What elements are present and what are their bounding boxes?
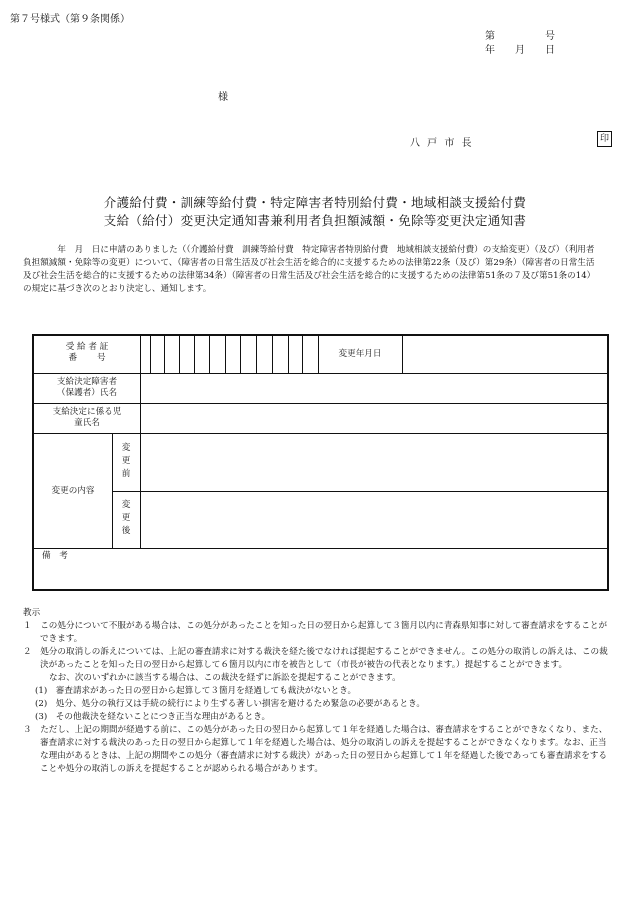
before-change-label (112, 442, 140, 481)
recipient-number-label-line2: 番 号 (68, 353, 106, 363)
document-number: 第 号 (485, 31, 555, 42)
document-title-line2: 支給（給付）変更決定通知書兼利用者負担額減額・免除等変更決定通知書 (103, 213, 527, 228)
form-number: 第７号様式（第９条関係） (10, 14, 130, 25)
table-rule (140, 336, 141, 373)
table-rule (240, 336, 241, 373)
guardian-name-label-line2: （保護者）氏名 (56, 388, 118, 398)
change-content-label: 変更の内容 (51, 486, 95, 496)
before-change-char: 前 (121, 469, 131, 479)
after-change-char: 後 (121, 526, 131, 536)
table-rule (179, 336, 180, 373)
child-name-label (34, 407, 140, 429)
instructions-heading: 教示 (23, 608, 41, 618)
table-rule (34, 373, 607, 374)
table-rule (402, 336, 403, 373)
table-rule (209, 336, 210, 373)
instruction-item-2: ２ 処分の取消しの訴えについては、上記の審査請求に対する裁決を経た後でなければ提起することができません。この処分の取消しの訴えは、この裁決があったことを知った日の翌日から起算して６箇月以内に市を被告として（市長が被告の代表となります。）提起することができます。 (23, 647, 608, 670)
table-rule (164, 336, 165, 373)
addressee: 様 (218, 92, 228, 103)
remarks-label: 備 考 (42, 551, 68, 561)
instruction-sub-1: (1) 審査請求があった日の翌日から起算して３箇月を経過しても裁決がないとき。 (35, 686, 357, 696)
table-rule (225, 336, 226, 373)
table-rule (34, 433, 607, 434)
before-change-char: 更 (121, 456, 131, 466)
table-rule (112, 491, 607, 492)
child-name-label-line1: 支給決定に係る児 (52, 407, 122, 417)
instruction-sub-3: (3) その他裁決を経ないことにつき正当な理由があるとき。 (35, 712, 271, 722)
instructions-section (23, 607, 613, 776)
instruction-item-3: ３ ただし、上記の期間が経過する前に、この処分があった日の翌日から起算して１年を経過した場合は、審査請求をすることができなくなり、また、審査請求に対する裁決のあった日の翌日から起算して１年を経過した場合は、処分の取消しの訴えを提起することができなくなります。なお、正当な理由があるときは、上記の期間やこの処分（審査請求に対する裁決）があった日の翌日から起算して１年を経過した後であっても審査請求をすることや処分の取消しの訴えを提起することが認められる場合があります。 (23, 725, 608, 774)
table-rule (302, 336, 303, 373)
body-text: 年 月 日に申請のありました（（介護給付費 訓練等給付費 特定障害者特別給付費 地域相談支援給付費）の支給変更）（及び）（利用者負担額減額・免除等の変更）について、（障害者の日常生活及び社会生活を総合的に支援するための法律第22条（及び）第29条）（障害者の日常生活及び社会生活を総合的に支援するための法律第34条）（障害者の日常生活及び社会生活を総合的に支援するための法律第51条の７及び第51条の14）の規定に基づき次のとおり決定し、通知します。 (23, 245, 596, 294)
table-rule (34, 403, 607, 404)
document-date: 年 月 日 (485, 45, 555, 56)
child-name-label-line2: 童氏名 (74, 418, 100, 428)
table-rule (150, 336, 151, 373)
document-title-line1: 介護給付費・訓練等給付費・特定障害者特別給付費・地域相談支援給付費 (103, 195, 527, 210)
instruction-item-1: １ この処分について不服がある場合は、この処分があったことを知った日の翌日から起算して３箇月以内に青森県知事に対して審査請求をすることができます。 (23, 621, 608, 644)
after-change-label (112, 499, 140, 538)
info-table (32, 334, 609, 591)
before-change-char: 変 (121, 443, 131, 453)
recipient-number-label (34, 342, 140, 364)
instruction-sub-2: (2) 処分、処分の執行又は手続の続行により生ずる著しい損害を避けるため緊急の必要があるとき。 (35, 699, 425, 709)
table-rule (140, 373, 141, 548)
guardian-name-label-line1: 支給決定障害者 (56, 377, 118, 387)
after-change-char: 更 (121, 513, 131, 523)
seal-mark: 印 (597, 131, 612, 147)
instruction-item-2-note: なお、次のいずれかに該当する場合は、この裁決を経ずに訴訟を提起することができます。 (49, 673, 401, 683)
table-rule (256, 336, 257, 373)
table-rule (288, 336, 289, 373)
change-date-label: 変更年月日 (338, 349, 382, 359)
after-change-char: 変 (121, 500, 131, 510)
guardian-name-label (34, 377, 140, 399)
table-rule (194, 336, 195, 373)
recipient-number-label-line1: 受 給 者 証 (65, 342, 109, 352)
issuer: 八 戸 市 長 (410, 138, 474, 149)
table-rule (272, 336, 273, 373)
table-rule (34, 548, 607, 549)
